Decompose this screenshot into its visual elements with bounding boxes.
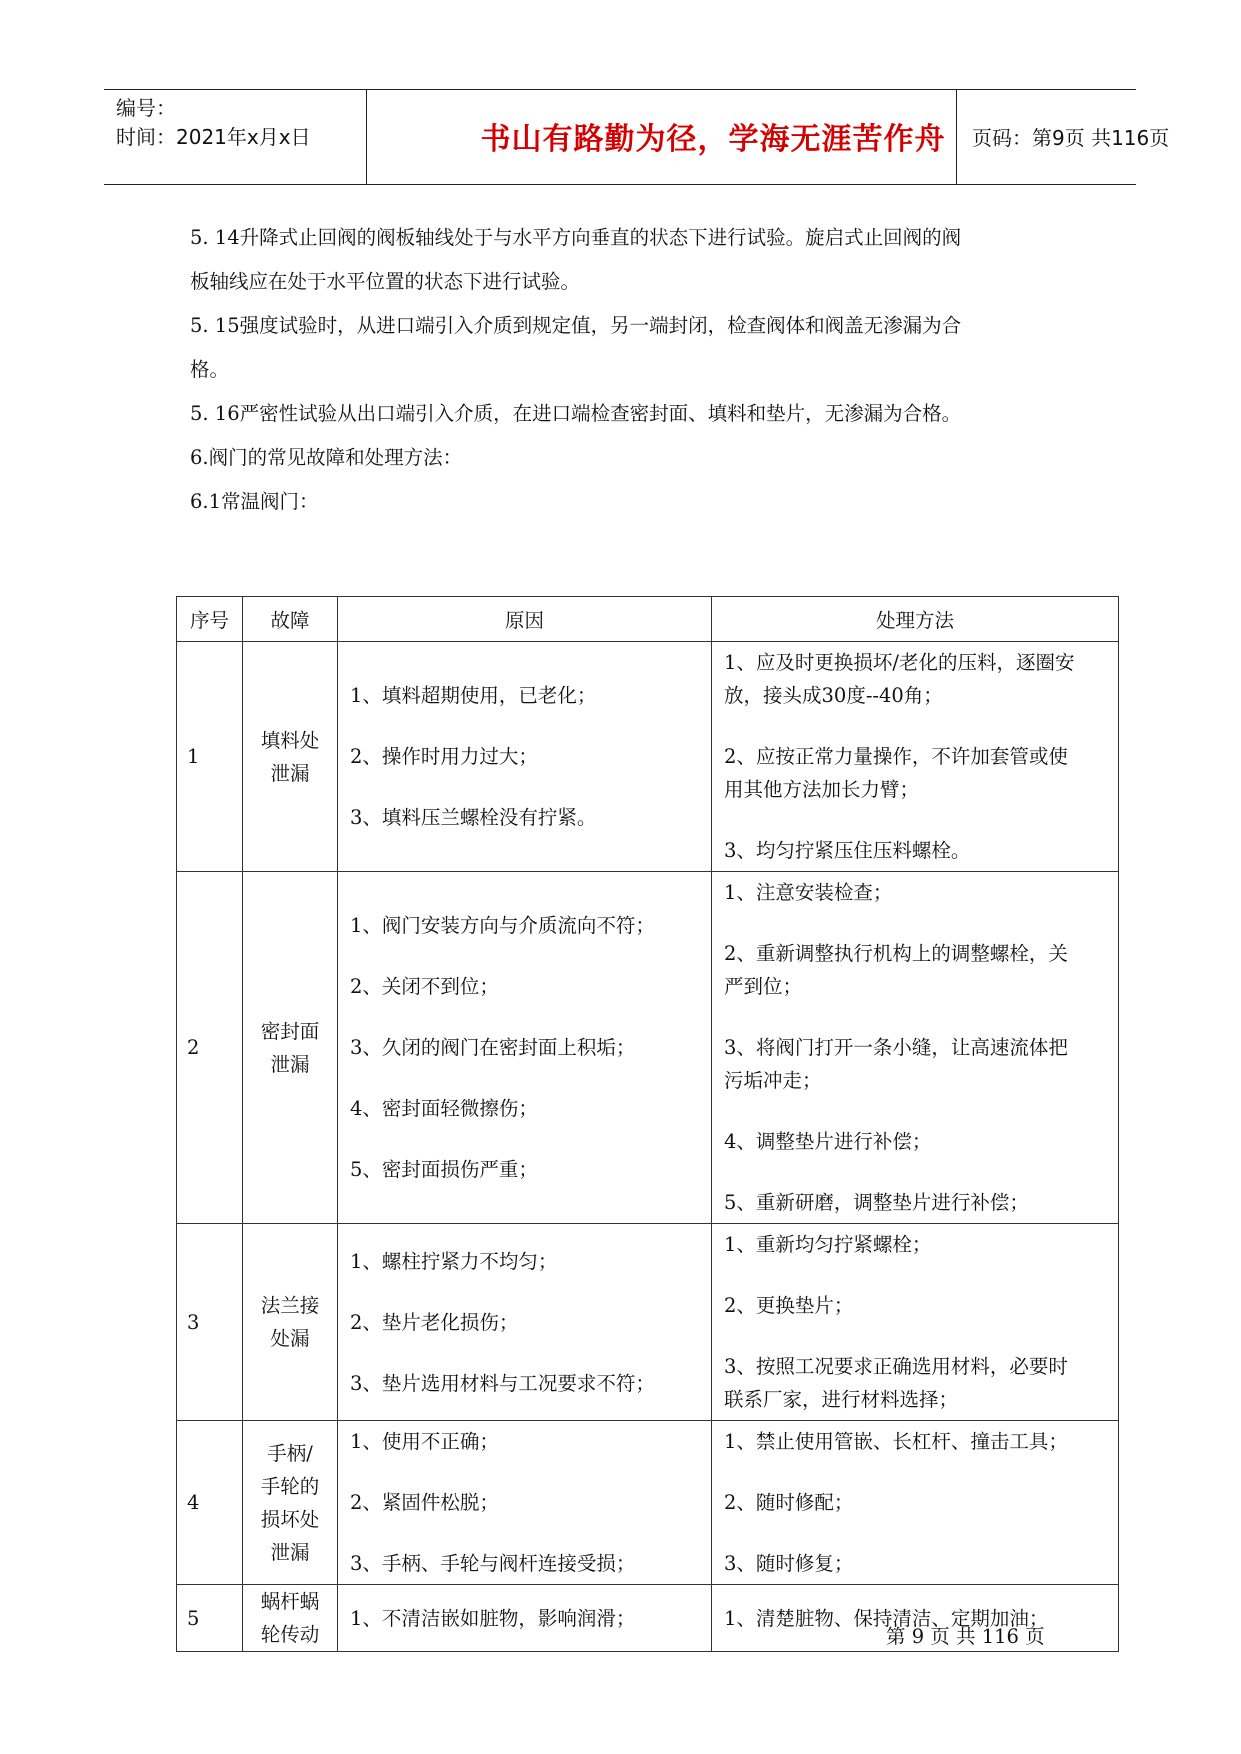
method-item-line: 污垢冲走； <box>724 1069 822 1092</box>
fault-name-line: 填料处 <box>260 728 320 752</box>
header-motto: 书山有路勤为径，学海无涯苦作舟 <box>480 122 946 157</box>
cause-item: 1、阀门安装方向与介质流向不符； <box>350 914 655 937</box>
method-item-line: 3、均匀拧紧压住压料螺栓。 <box>724 839 971 862</box>
fault-name-line: 手轮的 <box>260 1474 320 1498</box>
method-item-line: 1、应及时更换损坏/老化的压料，逐圈安 <box>724 651 1075 674</box>
method-item-line: 5、重新研磨，调整垫片进行补偿； <box>724 1191 1029 1214</box>
cause-item: 2、关闭不到位； <box>350 975 499 998</box>
table-row <box>177 1421 1119 1585</box>
cause-item: 3、手柄、手轮与阀杆连接受损； <box>350 1552 636 1575</box>
method-item-line: 4、调整垫片进行补偿； <box>724 1130 932 1153</box>
paragraph-line: 5. 16严密性试验从出口端引入介质，在进口端检查密封面、填料和垫片，无渗漏为合格。 <box>190 402 962 425</box>
header-page-number: 页码：第9页 共116页 <box>972 126 1170 150</box>
column-header-number: 序号 <box>177 597 243 642</box>
fault-name <box>243 1224 338 1421</box>
fault-name <box>243 642 338 872</box>
cause-item: 4、密封面轻微擦伤； <box>350 1097 538 1120</box>
table-header-row <box>177 597 1119 642</box>
header-divider <box>956 90 957 184</box>
fault-methods <box>712 642 1119 872</box>
cause-item: 1、使用不正确； <box>350 1430 499 1453</box>
paragraph-line: 5. 15强度试验时，从进口端引入介质到规定值，另一端封闭，检查阀体和阀盖无渗漏为合 <box>190 314 962 337</box>
fault-name-line: 法兰接 <box>260 1294 320 1317</box>
method-item-line: 1、注意安装检查； <box>724 881 893 904</box>
row-number: 3 <box>177 1224 243 1421</box>
row-number: 4 <box>177 1421 243 1585</box>
column-header-method: 处理方法 <box>712 597 1119 642</box>
method-item-line: 3、按照工况要求正确选用材料，必要时 <box>724 1355 1068 1378</box>
method-item-line: 3、随时修复； <box>724 1552 854 1575</box>
method-item-line: 2、更换垫片； <box>724 1294 854 1317</box>
row-number: 5 <box>177 1585 243 1652</box>
method-item-line: 联系厂家，进行材料选择； <box>724 1388 959 1411</box>
fault-name <box>243 872 338 1224</box>
cause-item: 3、垫片选用材料与工况要求不符； <box>350 1371 655 1395</box>
fault-name-line: 处漏 <box>270 1327 310 1350</box>
table-row <box>177 872 1119 1224</box>
method-item-line: 放，接头成30度--40角； <box>724 684 943 707</box>
fault-methods <box>712 872 1119 1224</box>
body-paragraphs <box>190 216 1070 524</box>
page-header <box>104 89 1170 185</box>
paragraph-line: 板轴线应在处于水平位置的状态下进行试验。 <box>190 270 581 293</box>
page-footer: 第 9 页 共 116 页 <box>886 1625 1045 1648</box>
cause-item: 1、螺柱拧紧力不均匀； <box>350 1249 558 1273</box>
fault-causes <box>338 1421 712 1585</box>
document-time-label: 时间：2021年x月x日 <box>116 125 311 149</box>
method-item-line: 2、应按正常力量操作，不许加套管或使 <box>724 745 1068 768</box>
fault-causes <box>338 1224 712 1421</box>
method-item-line: 2、重新调整执行机构上的调整螺栓，关 <box>724 942 1068 965</box>
fault-name <box>243 1421 338 1585</box>
fault-methods <box>712 1224 1119 1421</box>
fault-name-line: 蜗杆蜗 <box>260 1590 320 1613</box>
method-item-line: 用其他方法加长力臂； <box>724 778 920 801</box>
cause-item: 5、密封面损伤严重； <box>350 1158 538 1181</box>
column-header-fault: 故障 <box>243 597 338 642</box>
method-item-line: 2、随时修配； <box>724 1491 854 1514</box>
subsection-heading: 6.1常温阀门： <box>190 490 319 513</box>
paragraph-line: 格。 <box>190 358 230 381</box>
fault-causes <box>338 872 712 1224</box>
cause-item: 3、填料压兰螺栓没有拧紧。 <box>350 806 597 829</box>
section-heading: 6.阀门的常见故障和处理方法： <box>190 446 463 469</box>
fault-name-line: 手柄/ <box>267 1441 313 1465</box>
table-row <box>177 642 1119 872</box>
header-divider <box>366 90 367 184</box>
cause-item: 2、操作时用力过大； <box>350 745 538 768</box>
fault-causes <box>338 1585 712 1652</box>
method-item-line: 3、将阀门打开一条小缝，让高速流体把 <box>724 1036 1068 1059</box>
fault-name-line: 损坏处 <box>260 1507 320 1531</box>
paragraph-line: 5. 14升降式止回阀的阀板轴线处于与水平方向垂直的状态下进行试验。旋启式止回阀的阀 <box>190 226 962 249</box>
column-header-cause: 原因 <box>338 597 712 642</box>
document-number-label: 编号： <box>116 96 176 120</box>
fault-name <box>243 1585 338 1652</box>
fault-name-line: 轮传动 <box>260 1623 320 1646</box>
cause-item: 1、不清洁嵌如脏物，影响润滑； <box>350 1606 636 1630</box>
fault-name-line: 密封面 <box>260 1019 320 1043</box>
cause-item: 1、填料超期使用，已老化； <box>350 684 597 707</box>
cause-item: 2、垫片老化损伤； <box>350 1310 519 1334</box>
cause-item: 2、紧固件松脱； <box>350 1491 499 1514</box>
method-item-line: 1、清楚脏物、保持清洁、定期加油； <box>724 1606 1049 1630</box>
row-number: 1 <box>177 642 243 872</box>
table-row <box>177 1224 1119 1421</box>
fault-table <box>176 596 1119 1652</box>
header-meta <box>116 94 311 152</box>
fault-methods <box>712 1421 1119 1585</box>
method-item-line: 1、重新均匀拧紧螺栓； <box>724 1233 932 1256</box>
cause-item: 3、久闭的阀门在密封面上积垢； <box>350 1036 636 1059</box>
method-item-line: 1、禁止使用管嵌、长杠杆、撞击工具； <box>724 1430 1068 1453</box>
row-number: 2 <box>177 872 243 1224</box>
fault-causes <box>338 642 712 872</box>
method-item-line: 严到位； <box>724 975 803 998</box>
fault-name-line: 泄漏 <box>270 761 310 785</box>
fault-name-line: 泄漏 <box>270 1540 310 1564</box>
fault-name-line: 泄漏 <box>270 1052 310 1076</box>
